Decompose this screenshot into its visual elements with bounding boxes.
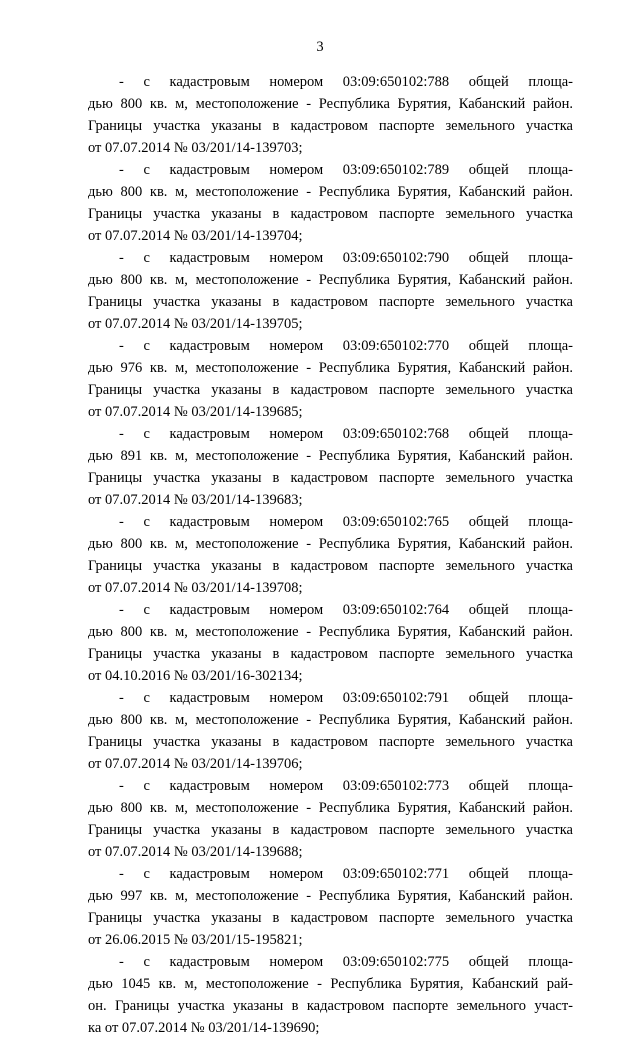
entry-line: - с кадастровым номером 03:09:650102:790 общей площа- — [119, 250, 573, 266]
entry-line: - с кадастровым номером 03:09:650102:789 общей площа- — [119, 162, 573, 178]
entry-line: - с кадастровым номером 03:09:650102:765 общей площа- — [119, 514, 573, 530]
entry-line: он. Границы участка указаны в кадастровом паспорте земельного участ- — [88, 998, 573, 1014]
entry-line: Границы участка указаны в кадастровом паспорте земельного участка — [88, 910, 573, 926]
entry-line: от 07.07.2014 № 03/201/14-139685; — [88, 404, 303, 420]
parcel-entry-789 — [88, 159, 573, 247]
parcel-entry-768 — [88, 423, 573, 511]
parcel-entry-770 — [88, 335, 573, 423]
entry-line: дью 800 кв. м, местоположение - Республика Бурятия, Кабанский район. — [88, 624, 573, 640]
entry-line: от 07.07.2014 № 03/201/14-139705; — [88, 316, 303, 332]
entry-line: от 07.07.2014 № 03/201/14-139683; — [88, 492, 303, 508]
entry-line: дью 800 кв. м, местоположение - Республика Бурятия, Кабанский район. — [88, 536, 573, 552]
entry-line: Границы участка указаны в кадастровом паспорте земельного участка — [88, 470, 573, 486]
entry-line: ка от 07.07.2014 № 03/201/14-139690; — [88, 1020, 320, 1036]
entry-line: дью 800 кв. м, местоположение - Республика Бурятия, Кабанский район. — [88, 272, 573, 288]
parcel-entry-790 — [88, 247, 573, 335]
parcel-entry-765 — [88, 511, 573, 599]
entry-line: дью 976 кв. м, местоположение - Республика Бурятия, Кабанский район. — [88, 360, 573, 376]
parcel-entry-788 — [88, 71, 573, 159]
parcel-list — [88, 71, 573, 1039]
entry-line: от 07.07.2014 № 03/201/14-139703; — [88, 140, 303, 156]
entry-line: дью 800 кв. м, местоположение - Республика Бурятия, Кабанский район. — [88, 800, 573, 816]
entry-line: - с кадастровым номером 03:09:650102:773 общей площа- — [119, 778, 573, 794]
entry-line: от 07.07.2014 № 03/201/14-139688; — [88, 844, 303, 860]
entry-line: Границы участка указаны в кадастровом паспорте земельного участка — [88, 558, 573, 574]
entry-line: - с кадастровым номером 03:09:650102:775 общей площа- — [119, 954, 573, 970]
parcel-entry-764 — [88, 599, 573, 687]
entry-line: - с кадастровым номером 03:09:650102:791 общей площа- — [119, 690, 573, 706]
entry-line: дью 997 кв. м, местоположение - Республика Бурятия, Кабанский район. — [88, 888, 573, 904]
entry-line: Границы участка указаны в кадастровом паспорте земельного участка — [88, 734, 573, 750]
entry-line: дью 800 кв. м, местоположение - Республика Бурятия, Кабанский район. — [88, 184, 573, 200]
entry-line: от 07.07.2014 № 03/201/14-139708; — [88, 580, 303, 596]
entry-line: - с кадастровым номером 03:09:650102:770 общей площа- — [119, 338, 573, 354]
entry-line: - с кадастровым номером 03:09:650102:771 общей площа- — [119, 866, 573, 882]
entry-line: Границы участка указаны в кадастровом паспорте земельного участка — [88, 822, 573, 838]
entry-line: Границы участка указаны в кадастровом паспорте земельного участка — [88, 382, 573, 398]
entry-line: - с кадастровым номером 03:09:650102:764 общей площа- — [119, 602, 573, 618]
entry-line: от 07.07.2014 № 03/201/14-139704; — [88, 228, 303, 244]
entry-line: от 26.06.2015 № 03/201/15-195821; — [88, 932, 303, 948]
entry-line: дью 1045 кв. м, местоположение - Республика Бурятия, Кабанский рай- — [88, 976, 573, 992]
parcel-entry-773 — [88, 775, 573, 863]
entry-line: Границы участка указаны в кадастровом паспорте земельного участка — [88, 206, 573, 222]
entry-line: Границы участка указаны в кадастровом паспорте земельного участка — [88, 294, 573, 310]
parcel-entry-775 — [88, 951, 573, 1039]
entry-line: от 07.07.2014 № 03/201/14-139706; — [88, 756, 303, 772]
page-number: 3 — [316, 39, 324, 55]
entry-line: - с кадастровым номером 03:09:650102:768 общей площа- — [119, 426, 573, 442]
entry-line: дью 800 кв. м, местоположение - Республика Бурятия, Кабанский район. — [88, 712, 573, 728]
entry-line: Границы участка указаны в кадастровом паспорте земельного участка — [88, 646, 573, 662]
entry-line: Границы участка указаны в кадастровом паспорте земельного участка — [88, 118, 573, 134]
entry-line: - с кадастровым номером 03:09:650102:788 общей площа- — [119, 74, 573, 90]
entry-line: дью 891 кв. м, местоположение - Республика Бурятия, Кабанский район. — [88, 448, 573, 464]
entry-line: дью 800 кв. м, местоположение - Республика Бурятия, Кабанский район. — [88, 96, 573, 112]
parcel-entry-771 — [88, 863, 573, 951]
parcel-entry-791 — [88, 687, 573, 775]
entry-line: от 04.10.2016 № 03/201/16-302134; — [88, 668, 303, 684]
